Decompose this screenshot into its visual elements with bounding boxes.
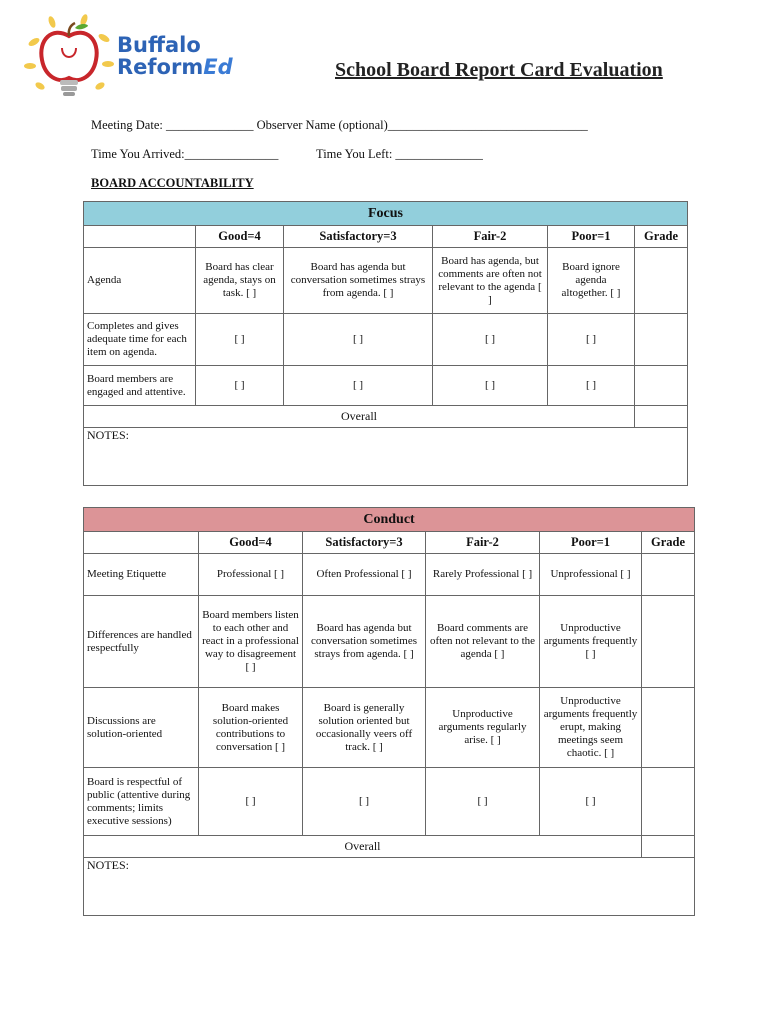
- good-cell[interactable]: [ ]: [196, 314, 284, 366]
- row-label: Board is respectful of public (attentive during comments; limits executive sessions): [84, 768, 199, 836]
- grade-cell[interactable]: [635, 314, 688, 366]
- fair-cell[interactable]: [ ]: [426, 768, 540, 836]
- grade-cell[interactable]: [635, 366, 688, 406]
- focus-header-grade: Grade: [635, 226, 688, 248]
- overall-row: [84, 406, 688, 428]
- table-row: [84, 554, 695, 596]
- buffalo-reformed-logo: [22, 14, 232, 104]
- overall-label: Overall: [84, 836, 642, 858]
- overall-row: [84, 836, 695, 858]
- meeting-date-observer-line: Meeting Date: ______________ Observer Name (optional)________________________________: [91, 118, 588, 132]
- logo-line2-ed: Ed: [203, 55, 233, 79]
- row-label: Meeting Etiquette: [84, 554, 199, 596]
- notes-row: [84, 858, 695, 916]
- fair-cell[interactable]: Rarely Professional [ ]: [426, 554, 540, 596]
- conduct-header-row: [84, 532, 695, 554]
- good-cell[interactable]: Board has clear agenda, stays on task. [ ]: [196, 248, 284, 314]
- poor-cell[interactable]: [ ]: [548, 314, 635, 366]
- satisfactory-cell[interactable]: Board is generally solution oriented but occasionally veers off track. [ ]: [303, 688, 426, 768]
- fair-cell[interactable]: Board comments are often not relevant to the agenda [ ]: [426, 596, 540, 688]
- apple-lightbulb-icon: [22, 14, 117, 104]
- focus-header-good: Good=4: [196, 226, 284, 248]
- row-label: Completes and gives adequate time for each item on agenda.: [84, 314, 196, 366]
- conduct-header-satisfactory: Satisfactory=3: [303, 532, 426, 554]
- conduct-table: [83, 507, 695, 916]
- fair-cell[interactable]: [ ]: [433, 366, 548, 406]
- satisfactory-cell[interactable]: [ ]: [284, 366, 433, 406]
- poor-cell[interactable]: Unprofessional [ ]: [540, 554, 642, 596]
- notes-area[interactable]: NOTES:: [84, 428, 688, 486]
- table-row: [84, 596, 695, 688]
- conduct-header-criteria: [84, 532, 199, 554]
- satisfactory-cell[interactable]: Often Professional [ ]: [303, 554, 426, 596]
- logo-line2-main: Reform: [117, 55, 204, 79]
- notes-row: [84, 428, 688, 486]
- section-heading: BOARD ACCOUNTABILITY: [91, 176, 254, 190]
- focus-header-satisfactory: Satisfactory=3: [284, 226, 433, 248]
- poor-cell[interactable]: [ ]: [548, 366, 635, 406]
- grade-cell[interactable]: [635, 248, 688, 314]
- poor-cell[interactable]: Board ignore agenda altogether. [ ]: [548, 248, 635, 314]
- poor-cell[interactable]: [ ]: [540, 768, 642, 836]
- row-label: Agenda: [84, 248, 196, 314]
- good-cell[interactable]: Board makes solution-oriented contributions to conversation [ ]: [199, 688, 303, 768]
- good-cell[interactable]: Professional [ ]: [199, 554, 303, 596]
- fair-cell[interactable]: [ ]: [433, 314, 548, 366]
- conduct-header-good: Good=4: [199, 532, 303, 554]
- conduct-header-grade: Grade: [642, 532, 695, 554]
- good-cell[interactable]: [ ]: [196, 366, 284, 406]
- good-cell[interactable]: [ ]: [199, 768, 303, 836]
- table-row: [84, 688, 695, 768]
- focus-header-poor: Poor=1: [548, 226, 635, 248]
- logo-text: [117, 34, 233, 78]
- focus-header-row: [84, 226, 688, 248]
- row-label: Board members are engaged and attentive.: [84, 366, 196, 406]
- satisfactory-cell[interactable]: Board has agenda but conversation sometimes strays from agenda. [ ]: [303, 596, 426, 688]
- time-left-line: Time You Left: ______________: [316, 147, 483, 161]
- overall-label: Overall: [84, 406, 635, 428]
- fair-cell[interactable]: Unproductive arguments regularly arise. [ ]: [426, 688, 540, 768]
- satisfactory-cell[interactable]: Board has agenda but conversation sometimes strays from agenda. [ ]: [284, 248, 433, 314]
- row-label: Discussions are solution-oriented: [84, 688, 199, 768]
- conduct-header-poor: Poor=1: [540, 532, 642, 554]
- grade-cell[interactable]: [642, 688, 695, 768]
- grade-cell[interactable]: [642, 596, 695, 688]
- table-row: [84, 248, 688, 314]
- focus-caption: Focus: [84, 202, 688, 226]
- table-row: [84, 366, 688, 406]
- grade-cell[interactable]: [642, 768, 695, 836]
- grade-cell[interactable]: [642, 554, 695, 596]
- satisfactory-cell[interactable]: [ ]: [303, 768, 426, 836]
- row-label: Differences are handled respectfully: [84, 596, 199, 688]
- time-arrived-line: Time You Arrived:_______________: [91, 147, 279, 161]
- focus-header-fair: Fair-2: [433, 226, 548, 248]
- document-title: School Board Report Card Evaluation: [335, 59, 663, 81]
- poor-cell[interactable]: Unproductive arguments frequently [ ]: [540, 596, 642, 688]
- poor-cell[interactable]: Unproductive arguments frequently erupt, making meetings seem chaotic. [ ]: [540, 688, 642, 768]
- conduct-header-fair: Fair-2: [426, 532, 540, 554]
- conduct-caption: Conduct: [84, 508, 695, 532]
- logo-line1: Buffalo: [117, 33, 201, 57]
- notes-area[interactable]: NOTES:: [84, 858, 695, 916]
- fair-cell[interactable]: Board has agenda, but comments are often not relevant to the agenda [ ]: [433, 248, 548, 314]
- overall-grade-cell[interactable]: [635, 406, 688, 428]
- good-cell[interactable]: Board members listen to each other and react in a professional way to disagreement [ ]: [199, 596, 303, 688]
- satisfactory-cell[interactable]: [ ]: [284, 314, 433, 366]
- focus-table: [83, 201, 688, 486]
- overall-grade-cell[interactable]: [642, 836, 695, 858]
- logo-line2: [117, 56, 233, 78]
- table-row: [84, 314, 688, 366]
- table-row: [84, 768, 695, 836]
- focus-header-criteria: [84, 226, 196, 248]
